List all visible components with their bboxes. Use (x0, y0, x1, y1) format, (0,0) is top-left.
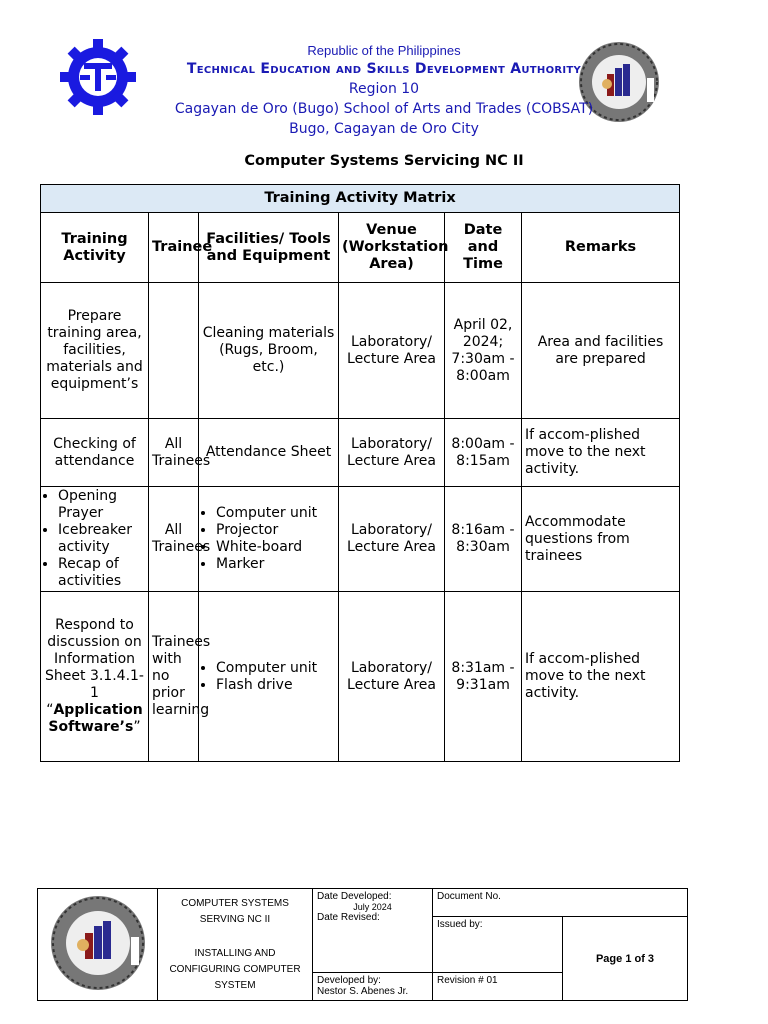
date-developed-label: Date Developed: (317, 891, 392, 902)
activity-cell: Checking of attendance (41, 419, 149, 487)
issued-by-cell: Issued by: (433, 917, 563, 973)
venue-cell: Laboratory/ Lecture Area (339, 487, 445, 592)
agency-name: Technical Education and Skills Development Authority (186, 61, 582, 77)
table-row (41, 487, 680, 592)
republic-text: Republic of the Philippines (307, 43, 461, 58)
datetime-cell: 8:16am - 8:30am (445, 487, 522, 592)
facilities-cell: Cleaning materials (Rugs, Broom, etc.) (199, 283, 339, 419)
activity-cell (41, 592, 149, 762)
table-row (41, 419, 680, 487)
footer-course-cell (158, 889, 313, 1001)
developed-by-value: Nestor S. Abenes Jr. (317, 986, 409, 997)
facilities-cell: Attendance Sheet (199, 419, 339, 487)
list-item: • Opening Prayer (58, 488, 145, 522)
page-number: Page 1 of 3 (563, 917, 688, 1001)
activity-quote: ” (133, 719, 141, 735)
datetime-cell: 8:31am - 9:31am (445, 592, 522, 762)
developed-by-label: Developed by: (317, 975, 381, 986)
trainee-cell (149, 283, 199, 419)
datetime-cell: 8:00am - 8:15am (445, 419, 522, 487)
datetime-cell: April 02, 2024; 7:30am - 8:00am (445, 283, 522, 419)
col-header-datetime: Date and Time (445, 213, 522, 283)
venue-cell: Laboratory/ Lecture Area (339, 419, 445, 487)
school-address: Bugo, Cagayan de Oro City (289, 121, 479, 137)
facilities-list (202, 660, 335, 694)
venue-cell: Laboratory/ Lecture Area (339, 592, 445, 762)
list-item: • Computer unit (216, 505, 335, 522)
list-item: • Flash drive (216, 677, 335, 694)
table-row (41, 592, 680, 762)
activity-topic: Application Software’s (48, 702, 143, 735)
list-item: • Icebreaker activity (58, 522, 145, 556)
facilities-cell (199, 487, 339, 592)
footer-logo-cell (38, 889, 158, 1001)
school-name: Cagayan de Oro (Bugo) School of Arts and Trades (COBSAT) (174, 101, 594, 117)
activity-cell: Prepare training area, facilities, materials and equipment’s (41, 283, 149, 419)
col-header-activity: Training Activity (41, 213, 149, 283)
list-item: • Recap of activities (58, 556, 145, 590)
remarks-cell: Accommodate questions from trainees (522, 487, 680, 592)
trainee-cell: Trainees with no prior learning (149, 592, 199, 762)
document-no-cell: Document No. (433, 889, 688, 917)
list-item: • White-board (216, 539, 335, 556)
activity-cell (41, 487, 149, 592)
footer-dates-cell (313, 889, 433, 973)
col-header-remarks: Remarks (522, 213, 680, 283)
activity-text: Respond to discussion on Information Sheet 3.1.4.1-1 “ (45, 617, 144, 718)
facilities-list (202, 505, 335, 573)
date-developed-value: July 2024 (353, 902, 392, 912)
training-activity-matrix (40, 184, 680, 762)
qualification-title: Computer Systems Servicing NC II (244, 153, 524, 169)
remarks-cell: If accom-plished move to the next activity. (522, 419, 680, 487)
developed-by-cell (313, 973, 433, 1001)
region-text: Region 10 (348, 81, 420, 97)
facilities-cell (199, 592, 339, 762)
remarks-cell: If accom-plished move to the next activity. (522, 592, 680, 762)
cobsat-footer-logo (43, 893, 153, 993)
col-header-facilities: Facilities/ Tools and Equipment (199, 213, 339, 283)
document-footer (37, 888, 688, 1001)
trainee-cell: All Trainees (149, 487, 199, 592)
list-item: • Marker (216, 556, 335, 573)
footer-course-line2: INSTALLING AND CONFIGURING COMPUTER SYSTEM (169, 947, 301, 991)
table-row (41, 283, 680, 419)
venue-cell: Laboratory/ Lecture Area (339, 283, 445, 419)
footer-course-line1: COMPUTER SYSTEMS SERVING NC II (181, 897, 289, 925)
activity-list (44, 488, 145, 590)
col-header-venue: Venue (Workstation Area) (339, 213, 445, 283)
revision-cell: Revision # 01 (433, 973, 563, 1001)
remarks-cell: Area and facilities are prepared (522, 283, 680, 419)
trainee-cell: All Trainees (149, 419, 199, 487)
list-item: • Computer unit (216, 660, 335, 677)
col-header-trainee: Trainee (149, 213, 199, 283)
date-revised-label: Date Revised: (317, 912, 380, 923)
list-item: • Projector (216, 522, 335, 539)
matrix-title: Training Activity Matrix (41, 185, 680, 213)
